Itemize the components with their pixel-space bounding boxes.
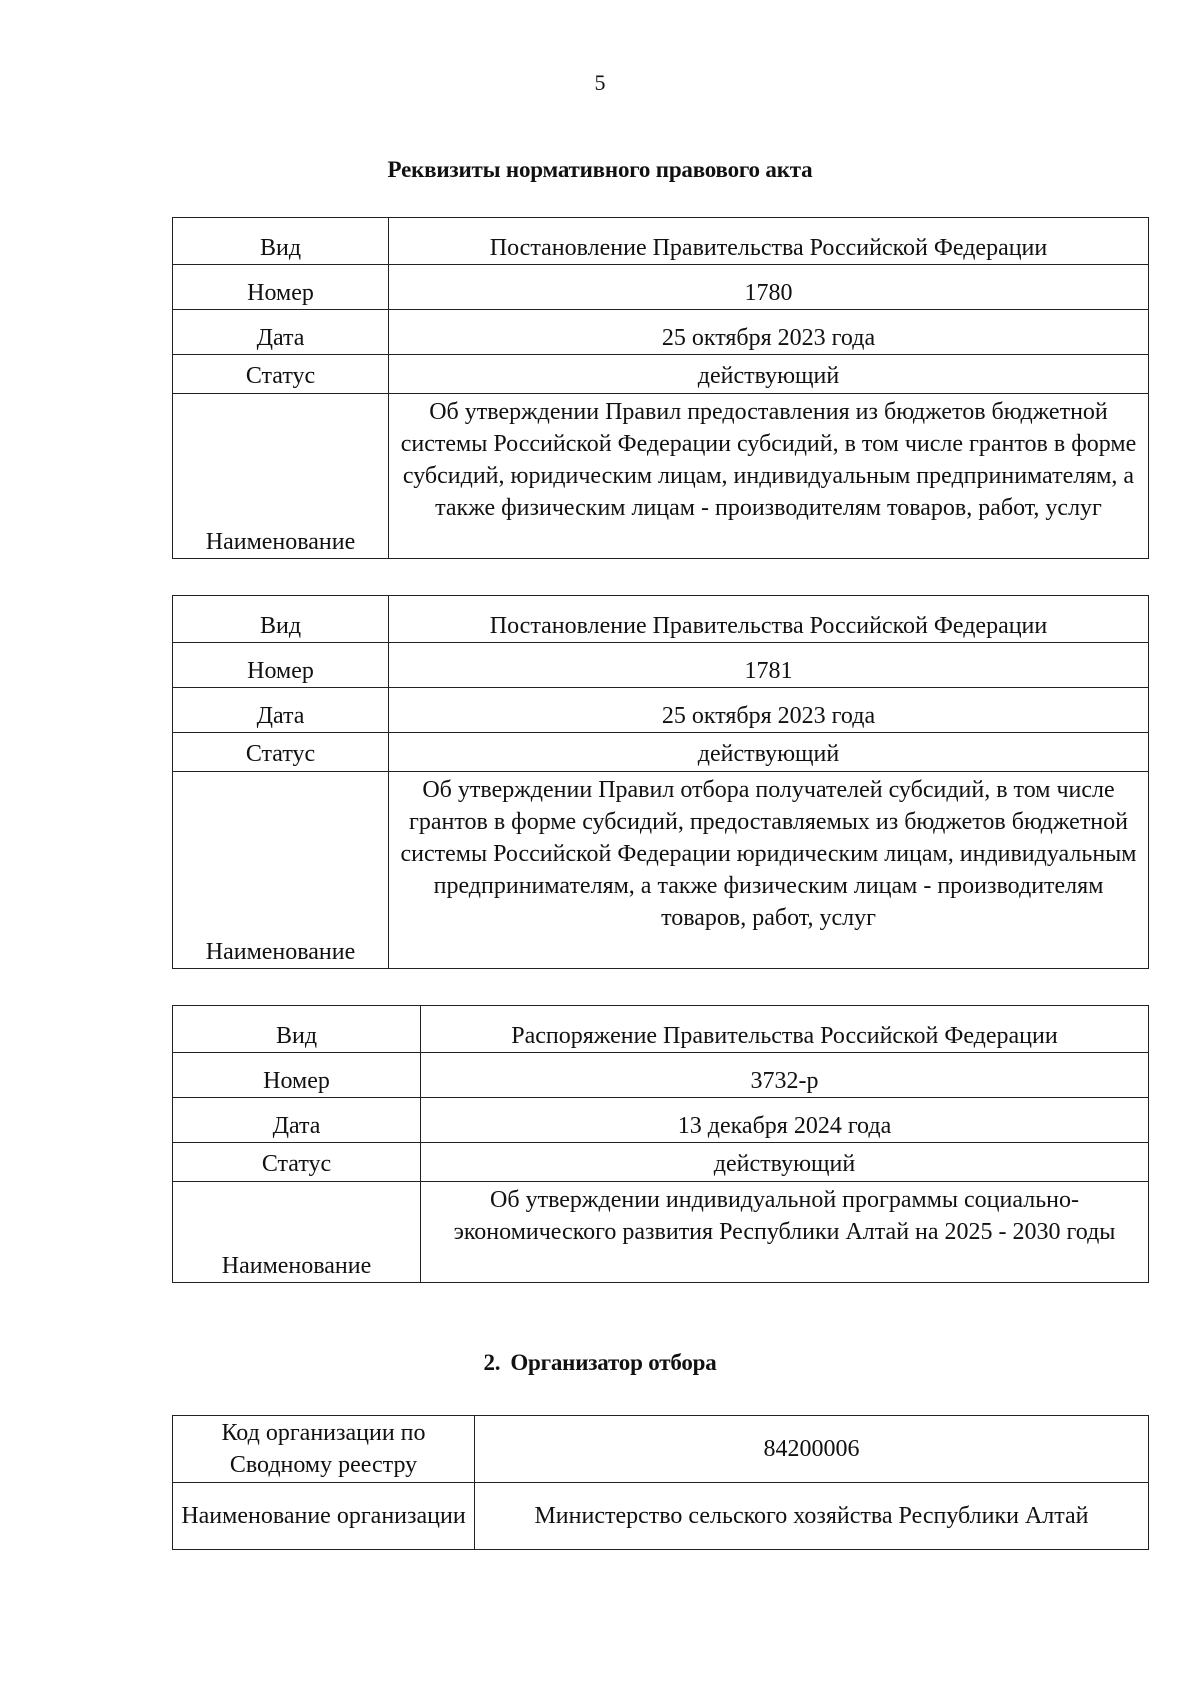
section-title-text: Организатор отбора	[510, 1350, 717, 1375]
table-row	[173, 1143, 1149, 1182]
nomer-value: 1780	[389, 265, 1149, 310]
data-value: 25 октября 2023 года	[389, 688, 1149, 733]
data-value: 13 декабря 2024 года	[421, 1098, 1149, 1143]
status-value: действующий	[389, 355, 1149, 394]
act-requisites-table	[172, 217, 1149, 559]
data-label: Дата	[173, 1098, 421, 1143]
section-title-organizer	[0, 1350, 1200, 1376]
name-value: Об утверждении индивидуальной программы социально-экономического развития Республики Алтай на 2025 - 2030 годы	[421, 1182, 1149, 1283]
table-row	[173, 1182, 1149, 1283]
act-requisites-table	[172, 595, 1149, 969]
table-row	[173, 355, 1149, 394]
table-row	[173, 733, 1149, 772]
nomer-value: 1781	[389, 643, 1149, 688]
section-number: 2.	[483, 1350, 501, 1375]
name-label: Наименование	[173, 1182, 421, 1283]
table-row	[173, 218, 1149, 265]
organizer-table	[172, 1415, 1149, 1550]
status-value: действующий	[421, 1143, 1149, 1182]
name-label: Наименование	[173, 772, 389, 969]
org-code-label: Код организации по Сводному реестру	[173, 1416, 475, 1483]
table-row	[173, 772, 1149, 969]
table-row	[173, 596, 1149, 643]
status-label: Статус	[173, 733, 389, 772]
table-row	[173, 1483, 1149, 1550]
table-row	[173, 310, 1149, 355]
name-value: Об утверждении Правил отбора получателей субсидий, в том числе грантов в форме субсидий, предоставляемых из бюджетов бюджетной системы Российской Федерации юридическим лицам, индивидуальным предпринимателям, а также физическим лицам - производителям товаров, работ, услуг	[389, 772, 1149, 969]
nomer-label: Номер	[173, 1053, 421, 1098]
status-label: Статус	[173, 355, 389, 394]
org-name-value: Министерство сельского хозяйства Республики Алтай	[475, 1483, 1149, 1550]
nomer-label: Номер	[173, 643, 389, 688]
act-requisites-table	[172, 1005, 1149, 1283]
name-label: Наименование	[173, 394, 389, 559]
vid-label: Вид	[173, 218, 389, 265]
data-label: Дата	[173, 688, 389, 733]
org-name-label: Наименование организации	[173, 1483, 475, 1550]
org-code-value: 84200006	[475, 1416, 1149, 1483]
page-number: 5	[594, 70, 606, 95]
table-row	[173, 643, 1149, 688]
status-value: действующий	[389, 733, 1149, 772]
nomer-value: 3732-р	[421, 1053, 1149, 1098]
vid-label: Вид	[173, 596, 389, 643]
table-row	[173, 265, 1149, 310]
section-title-requisites: Реквизиты нормативного правового акта	[387, 157, 813, 182]
vid-value: Распоряжение Правительства Российской Федерации	[421, 1006, 1149, 1053]
status-label: Статус	[173, 1143, 421, 1182]
vid-value: Постановление Правительства Российской Федерации	[389, 218, 1149, 265]
vid-label: Вид	[173, 1006, 421, 1053]
nomer-label: Номер	[173, 265, 389, 310]
table-row	[173, 688, 1149, 733]
data-label: Дата	[173, 310, 389, 355]
table-row	[173, 394, 1149, 559]
table-row	[173, 1416, 1149, 1483]
table-row	[173, 1053, 1149, 1098]
table-row	[173, 1006, 1149, 1053]
name-value: Об утверждении Правил предоставления из бюджетов бюджетной системы Российской Федерации субсидий, в том числе грантов в форме субсидий, юридическим лицам, индивидуальным предпринимателям, а также физическим лицам - производителям товаров, работ, услуг	[389, 394, 1149, 559]
vid-value: Постановление Правительства Российской Федерации	[389, 596, 1149, 643]
table-row	[173, 1098, 1149, 1143]
data-value: 25 октября 2023 года	[389, 310, 1149, 355]
